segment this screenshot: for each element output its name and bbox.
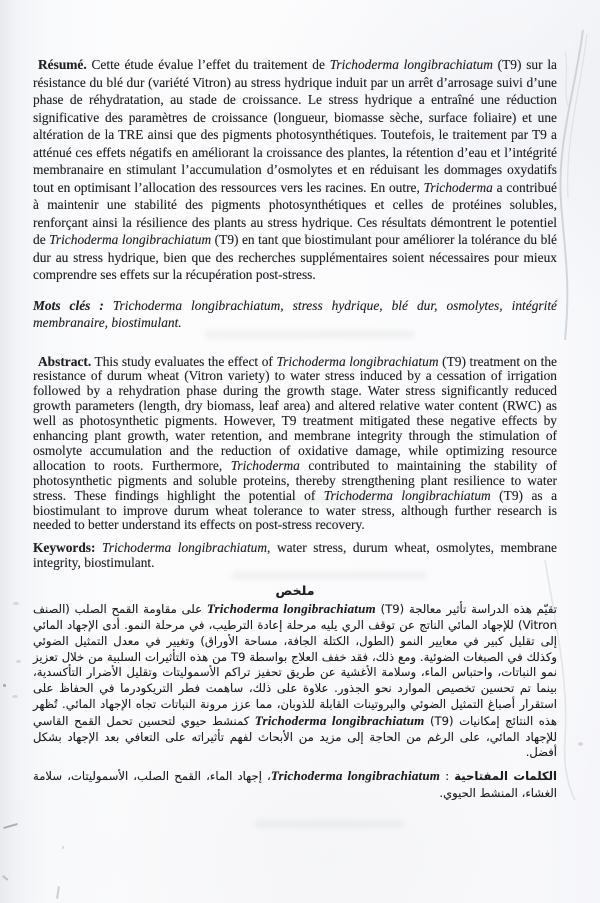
pencil-mark [13,602,19,605]
mots-cles-paragraph: Mots clés : Trichoderma longibrachiatum, stress hydrique, blé dur, osmolytes, intégrité membranaire, biostimulant. [33,297,557,330]
pencil-mark [2,875,8,880]
arabic-abstract-heading: ملخص [275,583,315,599]
pencil-mark [3,684,6,687]
pencil-mark [3,823,18,829]
keywords-paragraph: Keywords: Trichoderma longibrachiatum, water stress, durum wheat, osmolytes, membrane integrity, biostimulant. [33,540,557,571]
abstract-paragraph: Abstract. This study evaluates the effect of Trichoderma longibrachiatum (T9) treatment on the resistance of durum wheat (Vitron variety) to water stress induced by a cessation of irrigation followed by a rehydration phase during the growth stage. Water stress significantly reduced growth parameters (length, dry biomass, leaf area) and altered relative water content (RWC) as well as photosynthetic pigments. However, T9 treatment mitigated these negative effects by enhancing plant growth, water retention, and membrane integrity through the stimulation of osmolyte accumulation and the reduction of oxidative damage, while optimizing resource allocation to roots. Furthermore, Trichoderma contributed to maintaining the stability of photosynthetic pigments and soluble proteins, thereby strengthening plant resilience to water stress. These findings highlight the potential of Trichoderma longibrachiatum (T9) as a biostimulant to improve durum wheat tolerance to water stress, although further research is needed to better understand its effects on post-stress recovery. [33,353,558,533]
page-content [33,56,557,802]
arabic-keywords-paragraph: الكلمات المفتاحية : Trichoderma longibrachiatum، إجهاد الماء، القمح الصلب، الأسموليتات، سلامة الغشاء، المنشط الحيوي. [33,768,558,800]
pencil-mark [16,660,21,663]
resume-paragraph: Résumé. Cette étude évalue l’effet du traitement de Trichoderma longibrachiatum (T9) sur la résistance du blé dur (variété Vitron) au stress hydrique induit par un arrêt d’arrosage suivi d’une phase de réhydratation, au stade de croissance. Le stress hydrique a entraîné une réduction significative des paramètres de croissance (longueur, biomasse sèche, surface foliaire) et une altération de la TRE ainsi que des pigments photosynthétiques. Toutefois, le traitement par T9 a atténué ces effets négatifs en améliorant la croissance des plantes, la rétention d’eau et l’intégrité membranaire en stimulant l’accumulation d’osmolytes et en réduisant les dommages oxydatifs tout en optimisant l’allocation des ressources vers les racines. En outre, Trichoderma a contribué à maintenir une stabilité des pigments photosynthétiques et celles de protéines solubles, renforçant ainsi la résilience des plants au stress hydrique. Ces résultats démontrent le potentiel de Trichoderma longibrachiatum (T9) en tant que biostimulant pour améliorer la tolérance du blé dur au stress hydrique, bien que des recherches supplémentaires soient nécessaires pour mieux comprendre ses effets sur la récupération post-stress. [33,57,557,282]
pencil-mark [62,846,64,849]
pencil-mark [56,886,59,899]
pencil-mark [578,742,583,746]
bleed-through-smudge [255,820,405,828]
pencil-mark [12,695,18,698]
arabic-abstract-paragraph: تقيّم هذه الدراسة تأثير معالجة (T9) Trichoderma longibrachiatum على مقاومة القمح الصلب (الصنف Vitron) للإجهاد المائي الناتج عن توقف الري يليه مرحلة إعادة الترطيب، في مرحلة النمو. أدى الإجهاد المائي إلى تقليل كبير في معايير النمو (الطول، الكتلة الجافة، مساحة الأوراق) وتغيير في معدل التمثيل الضوئي وكذلك في الصبغات الضوئية. ومع ذلك، فقد خفف العلاج بواسطة T9 من هذه التأثيرات السلبية من خلال تعزيز نمو النباتات، واحتباس الماء، وسلامة الأغشية عن طريق تحفيز تراكم الأسموليتات وتقليل الأضرار التأكسدية، بينما تم تحسين تخصيص الموارد نحو الجذور. علاوة على ذلك، ساهمت فطر التريكودرما في الحفاظ على استقرار أصباغ التمثيل الضوئي والبروتينات القابلة للذوبان، مما عزز مرونة النباتات تجاه الإجهاد المائي. تُظهر هذه النتائج إمكانيات (T9) Trichoderma longibrachiatum كمنشط حيوي لتحسين تحمل القمح القاسي للإجهاد المائي، على الرغم من الحاجة إلى مزيد من الأبحاث لفهم تأثيراته على التعافي بعد الإجهاد بشكل أفضل. [33,601,557,760]
